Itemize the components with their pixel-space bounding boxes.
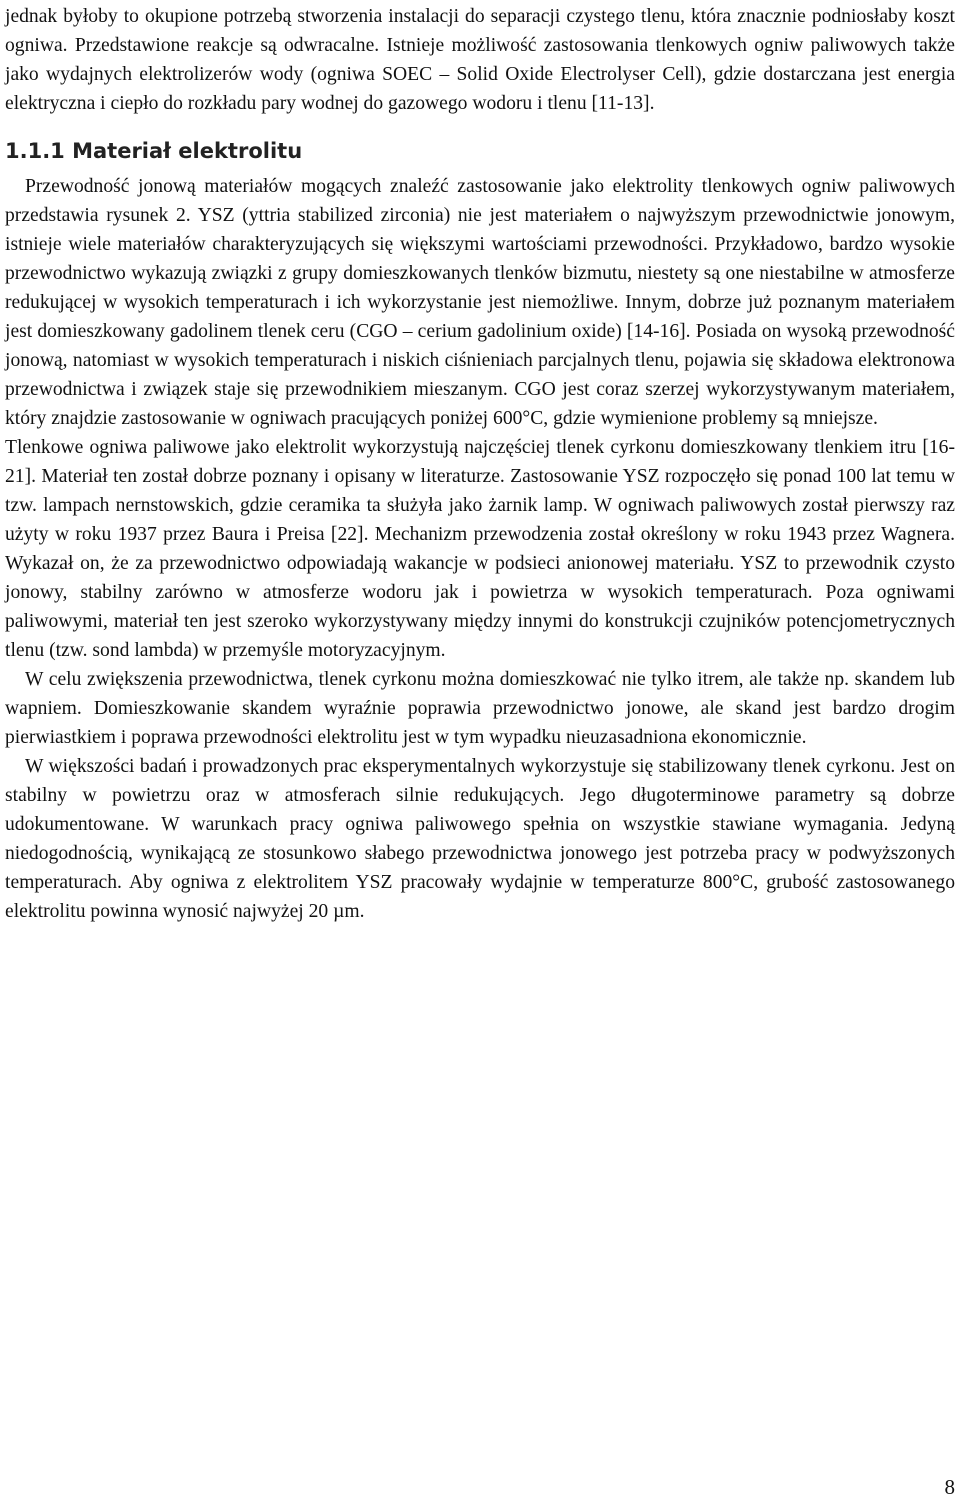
paragraph-intro-continuation: jednak byłoby to okupione potrzebą stworzenia instalacji do separacji czystego tlenu, która znacznie podniosłaby koszt ogniwa. Przedstawione reakcje są odwracalne. Istnieje możliwość zastosowania tlenkowych ogniw paliwowych także jako wydajnych elektrolizerów wody (ogniwa SOEC – Solid Oxide Electrolyser Cell), gdzie dostarczana jest energia elektryczna i ciepło do rozkładu pary wodnej do gazowego wodoru i tlenu [11-13]. xyxy=(5,6,955,114)
paragraph-doping: W celu zwiększenia przewodnictwa, tlenek cyrkonu można domieszkować nie tylko itrem, ale także np. skandem lub wapniem. Domieszkowanie skandem wyraźnie poprawia przewodnictwo jonowe, ale skand jest bardzo drogim pierwiastkiem i poprawa przewodności elektrolitu jest w tym wypadku nieuzasadniona ekonomicznie. xyxy=(5,669,955,748)
page-number: 8 xyxy=(944,1475,955,1499)
paragraph-stabilized-zirconia: W większości badań i prowadzonych prac eksperymentalnych wykorzystuje się stabilizowany tlenek cyrkonu. Jest on stabilny w powietrzu oraz w atmosferach silnie redukujących. Jego długoterminowe parametry są dobrze udokumentowane. W warunkach pracy ogniwa paliwowego spełnia on wszystkie stawiane wymagania. Jedyną niedogodnością, wynikającą ze stosunkowo słabego przewodnictwa jonowego jest potrzeba pracy w podwyższonych temperaturach. Aby ogniwa z elektrolitem YSZ pracowały wydajnie w temperaturze 800°C, grubość zastosowanego elektrolitu powinna wynosić najwyżej 20 µm. xyxy=(5,756,955,922)
section-heading-electrolyte-material: 1.1.1 Materiał elektrolitu xyxy=(5,139,303,163)
paragraph-ionic-conductivity: Przewodność jonową materiałów mogących znaleźć zastosowanie jako elektrolity tlenkowych ogniw paliwowych przedstawia rysunek 2. YSZ (yttria stabilized zirconia) nie jest materiałem o najwyższym przewodnictwie jonowym, istnieje wiele materiałów charakteryzujących się większymi wartościami przewodności. Przykładowo, bardzo wysokie przewodnictwo wykazują związki z grupy domieszkowanych tlenków bizmutu, niestety są one niestabilne w atmosferze redukującej w wysokich temperaturach i ich wykorzystanie jest niemożliwe. Innym, dobrze już poznanym materiałem jest domieszkowany gadolinem tlenek ceru (CGO – cerium gadolinium oxide) [14-16]. Posiada on wysoką przewodność jonową, natomiast w wysokich temperaturach i niskich ciśnieniach parcjalnych tlenu, pojawia się składowa elektronowa przewodnictwa i związek staje się przewodnikiem mieszanym. CGO jest coraz szerzej wykorzystywanym materiałem, który znajdzie zastosowanie w ogniwach pracujących poniżej 600°C, gdzie wymienione problemy są mniejsze. xyxy=(5,176,955,429)
document-page xyxy=(5,0,955,926)
paragraph-ysz-history: Tlenkowe ogniwa paliwowe jako elektrolit wykorzystują najczęściej tlenek cyrkonu domieszkowany tlenkiem itru [16-21]. Materiał ten został dobrze poznany i opisany w literaturze. Zastosowanie YSZ rozpoczęło się ponad 100 lat temu w tzw. lampach nernstowskich, gdzie ceramika ta służyła jako żarnik lamp. W ogniwach paliwowych został pierwszy raz użyty w roku 1937 przez Baura i Preisa [22]. Mechanizm przewodzenia został określony w roku 1943 przez Wagnera. Wykazał on, że za przewodnictwo odpowiadają wakancje w podsieci anionowej materiału. YSZ to przewodnik czysto jonowy, stabilny zarówno w atmosferze wodoru jak i powietrza w wysokich temperaturach. Poza ogniwami paliwowymi, materiał ten jest szeroko wykorzystywany między innymi do konstrukcji czujników potencjometrycznych tlenu (tzw. sond lambda) w przemyśle motoryzacyjnym. xyxy=(5,437,955,661)
